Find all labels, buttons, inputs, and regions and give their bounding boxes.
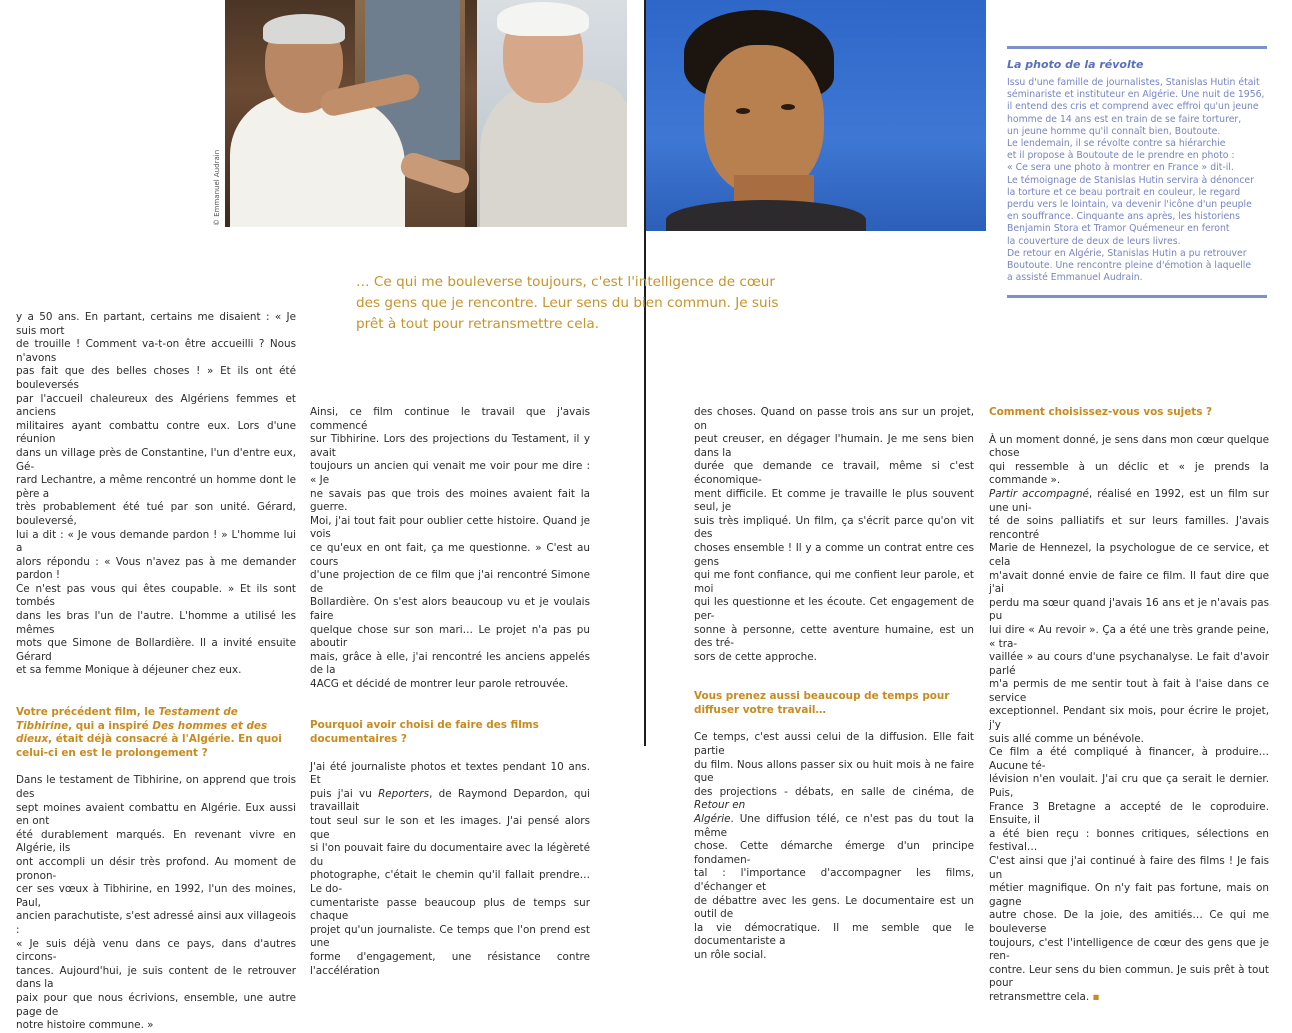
photo-credit: © Emmanuel Audrain [213, 149, 221, 226]
col3-question: Vous prenez aussi beaucoup de temps pour diffuser votre travail… [694, 690, 950, 716]
column-2 [310, 406, 590, 978]
sidebar-title: La photo de la révolte [1007, 58, 1144, 71]
end-mark: ▪ [1092, 990, 1100, 1003]
photo-two-men [225, 0, 627, 227]
sidebar-bottom-rule [1007, 295, 1267, 298]
sidebar-box [1007, 46, 1267, 298]
col2-paragraph-1: Ainsi, ce film continue le travail que j'avais commencé sur Tibhirine. Lors des projections du Testament, il y avait toujours un ancien qui venait me voir pour me dire : « Je ne savais pas que trois des moines avaient fait la guerre. Moi, j'ai tout fait pour oublier cette histoire. Quand je vois ce qu'eux en ont fait, ça me questionne. » C'est au cours d'une projection de ce film que j'ai rencontré Simone de Bollardière. On s'est alors beaucoup vu et je voulais faire quelque chose sur son mari… Le projet n'a pas pu aboutir mais, grâce à elle, j'ai rencontré les anciens appelés de la 4ACG et décidé de montrer leur parole retrouvée. [310, 406, 590, 690]
sidebar-top-rule [1007, 46, 1267, 49]
col4-paragraph-1: À un moment donné, je sens dans mon cœur quelque chose qui ressemble à un déclic et « je prends la commande ». Partir accompagné, réalisé en 1992, est un film sur une uni- té de soins palliatifs et sur leurs familles. J'avais rencontré Marie de Hennezel, la psychologue de ce service, et cela m'avait donné envie de faire ce film. Il faut dire que j'ai perdu ma sœur quand j'avais 16 ans et je n'avais pas pu lui dire « Au revoir ». Ça a été une très grande peine, « tra- vaillée » au cours d'une psychanalyse. Le fait d'avoir parlé m'a permis de me sentir tout à fait à l'aise dans ce service exceptionnel. Pendant six mois, pour écrire le projet, j'y suis allé comme un bénévole. Ce film a été compliqué à financer, à produire… Aucune té- lévision n'en voulait. J'ai cru que ça serait le dernier. Puis, France 3 Bretagne a accepté de le coproduire. Ensuite, il a été bien reçu : bonnes critiques, sélections en festival… C'est ainsi que j'ai continué à faire des films ! Je fais un métier magnifique. On n'y fait pas fortune, mais on gagne autre chose. De la joie, des amitiés… Ce qui me bouleverse toujours, c'est l'intelligence de cœur des gens que je ren- contre. Leur sens du bien commun. Je suis prêt à tout pour retransmettre cela. ▪ [989, 433, 1270, 1003]
column-3 [694, 406, 974, 963]
pull-quote: … Ce qui me bouleverse toujours, c'est l'intelligence de cœur des gens que je rencontre. Leur sens du bien commun. Je suis prêt à tout pour retransmettre cela. [356, 274, 779, 332]
col2-question: Pourquoi avoir choisi de faire des films documentaires ? [310, 719, 539, 746]
col1-paragraph-1: y a 50 ans. En partant, certains me disaient : « Je suis mort de trouille ! Comment va-t-on être accueilli ? Nous n'avons pas fait que des belles choses ! » Et ils ont été bouleversés par l'accueil chaleureux des Algériens femmes et anciens militaires ayant combattu contre eux. Lors d'une réunion dans un village près de Constantine, l'un d'entre eux, Gé- rard Lechantre, a même rencontré un homme dont le père a très probablement été tué par son unité. Gérard, bouleversé, lui a dit : « Je vous demande pardon ! » L'homme lui a alors répondu : « Vous n'avez pas à me demander pardon ! Ce n'est pas vous qui êtes coupable. » Et ils sont tombés dans les bras l'un de l'autre. L'homme a utilisé les mêmes mots que Simone de Bollardière. Il a invité ensuite Gérard et sa femme Monique à déjeuner chez eux. [16, 311, 296, 677]
column-4 [989, 406, 1269, 1005]
col1-paragraph-2: Dans le testament de Tibhirine, on apprend que trois des sept moines avaient combattu en Algérie. Eux aussi en ont été durablement marqués. En revenant vivre en Algérie, ils ont accompli un désir très profond. Au moment de pronon- cer ses vœux à Tibhirine, en 1992, l'un des moines, Paul, ancien parachutiste, s'est adressé ainsi aux villageois : « Je suis déjà venu dans ce pays, dans d'autres circons- tances. Aujourd'hui, je suis content de le retrouver dans la paix pour que nous écrivions, ensemble, une autre page de notre histoire commune. » [16, 774, 296, 1032]
col3-paragraph-1: des choses. Quand on passe trois ans sur un projet, on peut creuser, en dégager l'humain. Je me sens bien dans la durée que demande ce travail, même si c'est économique- ment difficile. Et comme je travaille le plus souvent seul, je suis très impliqué. Un film, ça s'écrit parce qu'on vit des choses ensemble ! Il y a comme un contrat entre ces gens qui me font confiance, qui me confient leur parole, et moi qui les questionne et les écoute. Cet engagement de per- sonne à personne, cette aventure humaine, est un des tré- sors de cette approche. [694, 406, 974, 663]
col2-paragraph-2: J'ai été journaliste photos et textes pendant 10 ans. Et puis j'ai vu Reporters, de Raymond Depardon, qui travaillait tout seul sur le son et les images. J'ai pensé alors que si l'on pouvait faire du documentaire avec la légèreté du photographe, c'était le chemin qu'il fallait prendre… Le do- cumentariste passe beaucoup plus de temps sur chaque projet qu'un journaliste. Ce temps que l'on prend est une forme d'engagement, une résistance contre l'accélération [310, 760, 590, 977]
col1-question: Votre précédent film, le Testament de Tibhirine, qui a inspiré Des hommes et des dieux, était déjà consacré à l'Algérie. En quoi celui-ci en est le prolongement ? [16, 706, 282, 759]
col4-question: Comment choisissez-vous vos sujets ? [989, 406, 1213, 418]
col3-paragraph-2: Ce temps, c'est aussi celui de la diffusion. Elle fait partie du film. Nous allons passer six ou huit mois à ne faire que des projections - débats, en salle de cinéma, de Retour en Algérie. Une diffusion télé, ce n'est pas du tout la même chose. Cette démarche émerge d'un principe fondamen- tal : l'importance d'accompagner les films, d'échanger et de débattre avec les gens. Le documentaire est un outil de la vie démocratique. Il me semble que le documentariste a un rôle social. [694, 731, 974, 961]
photo-boy-portrait [646, 0, 986, 231]
column-1 [16, 311, 296, 1033]
sidebar-text: Issu d'une famille de journalistes, Stanislas Hutin était séminariste et instituteur en Algérie. Une nuit de 1956, il entend des cris et comprend avec effroi qu'un jeune homme de 14 ans est en train de se faire torturer, un jeune homme qu'il connaît bien, Boutoute. Le lendemain, il se révolte contre sa hiérarchie et il propose à Boutoute de le prendre en photo : « Ce sera une photo à montrer en France » dit-il. Le témoignage de Stanislas Hutin servira à dénoncer la torture et ce beau portrait en couleur, le regard perdu vers le lointain, va devenir l'icône d'un peuple en souffrance. Cinquante ans après, les historiens Benjamin Stora et Tramor Quémeneur en feront la couverture de deux de leurs livres. De retour en Algérie, Stanislas Hutin a pu retrouver Boutoute. Une rencontre pleine d'émotion à laquelle a assisté Emmanuel Audrain. [1007, 77, 1265, 284]
